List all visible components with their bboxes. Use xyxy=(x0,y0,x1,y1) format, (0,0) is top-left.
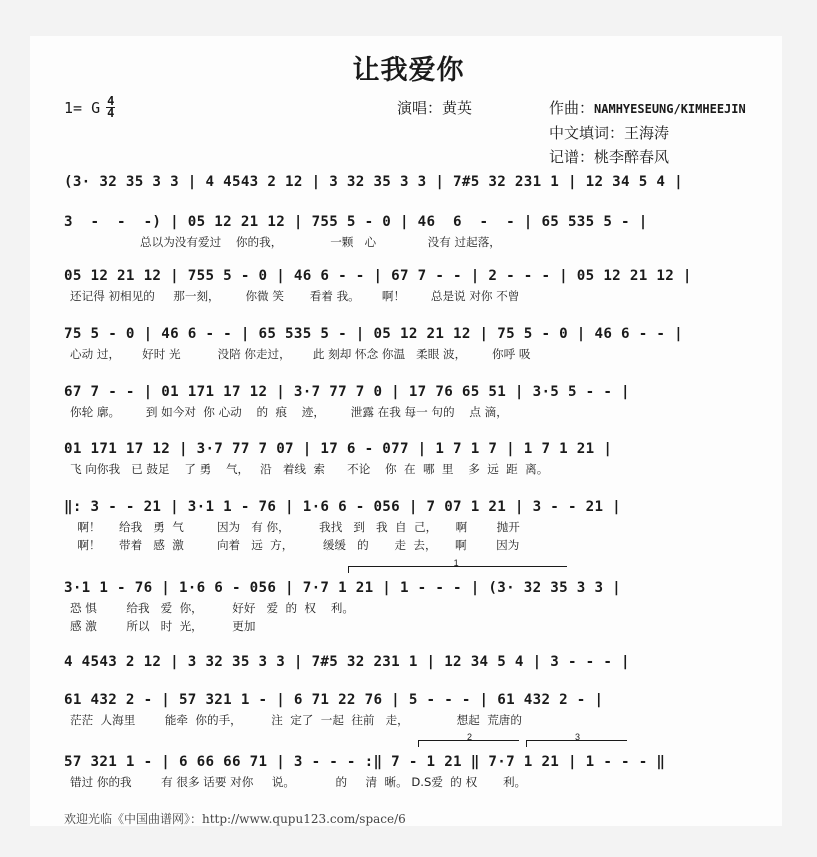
ending-number: 2 xyxy=(467,732,473,742)
ending-bracket-3 xyxy=(526,732,627,747)
score-row-6 xyxy=(64,439,754,478)
lyricist-line: 中文填词：王海涛 xyxy=(549,124,670,142)
composer-label: 作曲： xyxy=(549,99,595,117)
time-signature xyxy=(106,96,115,119)
lyrics-verse-1: 你轮 廓。 到 如今对 你 心动 的 痕 迹， 泄露 在我 每一 句的 点 滴， xyxy=(70,405,508,419)
score-row-5 xyxy=(64,382,754,421)
credits-block xyxy=(549,96,746,169)
notes-line: 75 5 - 0 | 46 6 - - | 65 535 5 - | 05 12 21 12 | 75 5 - 0 | 46 6 - - | xyxy=(64,326,683,342)
transcriber-line: 记谱：桃李醉春风 xyxy=(549,148,670,166)
notes-line: 3·1 1 - 76 | 1·6 6 - 056 | 7·7 1 21 | 1 - - - | (3· 32 35 3 3 | xyxy=(64,580,622,596)
lyrics-verse-1: 总以为没有爱过 你的我， 一颗 心 没有 过起落， xyxy=(70,235,501,249)
lyrics-verse-1: 恐 惧 给我 爱 你， 好好 爱 的 权 利。 xyxy=(70,601,354,615)
lyrics-verse-1: 心动 过， 好时 光 没陪 你走过， 此 刻却 怀念 你温 柔眼 波， 你呼 吸 xyxy=(70,347,531,361)
score-row-4 xyxy=(64,324,754,363)
composer-name: NAMHYESEUNG/KIMHEEJIN xyxy=(594,102,746,116)
composer-line xyxy=(549,96,746,121)
score-row-8 xyxy=(64,578,754,635)
time-denominator: 4 xyxy=(107,106,115,120)
notes-line: (3· 32 35 3 3 | 4 4543 2 12 | 3 32 35 3 3 | 7#5 32 231 1 | 12 34 5 4 | xyxy=(64,174,683,190)
ending-bracket-2 xyxy=(418,732,519,747)
key-signature xyxy=(64,96,115,119)
notes-line: 3 - - -) | 05 12 21 12 | 755 5 - 0 | 46 6 - - | 65 535 5 - | xyxy=(64,214,648,230)
lyrics-verse-2: 感 激 所以 时 光， 更加 xyxy=(70,619,256,633)
score-row-9 xyxy=(64,652,754,673)
singer-credit: 演唱：黄英 xyxy=(397,99,473,117)
lyrics-verse-1: 错过 你的我 有 很多 话要 对你 说。 的 清 晰。 D.S爱 的 权 利。 xyxy=(70,775,527,789)
notes-line: 67 7 - - | 01 171 17 12 | 3·7 77 7 0 | 17 76 65 51 | 3·5 5 - - | xyxy=(64,384,630,400)
lyrics-verse-1: 茫茫 人海里 能牵 你的手， 注 定了 一起 往前 走， 想起 荒唐的 xyxy=(70,713,522,727)
score-row-2 xyxy=(64,212,754,251)
site-footer: 欢迎光临《中国曲谱网》：http://www.qupu123.com/space/6 xyxy=(64,812,406,826)
lyrics-verse-1: 啊！ 给我 勇 气 因为 有 你， 我找 到 我 自 己， 啊 抛开 xyxy=(70,520,520,534)
score-row-7 xyxy=(64,497,754,554)
time-numerator: 4 xyxy=(107,94,115,108)
song-title: 让我爱你 xyxy=(352,55,465,86)
score-row-1 xyxy=(64,172,754,193)
lyrics-verse-2: 啊！ 带着 感 激 向着 远 方， 缓缓 的 走 去， 啊 因为 xyxy=(70,538,520,552)
lyrics-verse-1: 还记得 初相见的 那一刻， 你微 笑 看着 我。 啊！ 总是说 对你 不曾 xyxy=(70,289,520,303)
notes-line: 57 321 1 - | 6 66 66 71 | 3 - - - :‖ 7 - 1 21 ‖ 7·7 1 21 | 1 - - - ‖ xyxy=(64,754,666,770)
key-label: 1= G xyxy=(64,98,101,117)
ending-number: 1 xyxy=(453,558,459,568)
lyrics-verse-1: 飞 向你我 已 鼓足 了 勇 气， 沿 着线 索 不论 你 在 哪 里 多 远 距 离。 xyxy=(70,462,549,476)
ending-number: 3 xyxy=(575,732,581,742)
notes-line: ‖: 3 - - 21 | 3·1 1 - 76 | 1·6 6 - 056 | 7 07 1 21 | 3 - - 21 | xyxy=(64,499,622,515)
score-row-11 xyxy=(64,752,754,791)
notes-line: 01 171 17 12 | 3·7 77 7 07 | 17 6 - 077 | 1 7 1 7 | 1 7 1 21 | xyxy=(64,441,613,457)
ending-bracket-1 xyxy=(348,558,567,573)
score-row-3 xyxy=(64,266,754,305)
notes-line: 61 432 2 - | 57 321 1 - | 6 71 22 76 | 5 - - - | 61 432 2 - | xyxy=(64,692,604,708)
notes-line: 05 12 21 12 | 755 5 - 0 | 46 6 - - | 67 7 - - | 2 - - - | 05 12 21 12 | xyxy=(64,268,692,284)
notes-line: 4 4543 2 12 | 3 32 35 3 3 | 7#5 32 231 1 | 12 34 5 4 | 3 - - - | xyxy=(64,654,630,670)
score-row-10 xyxy=(64,690,754,729)
